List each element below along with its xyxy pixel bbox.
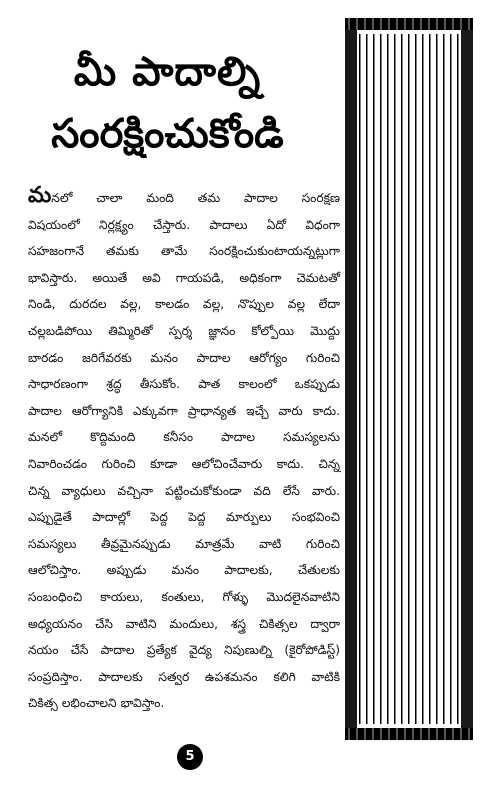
dropcap: మ xyxy=(28,183,52,208)
article-line: చల్లబడిపోయి తిమ్మిరితో స్పర్శ జ్ఞానం కోల్పోయి మొద్దు xyxy=(28,323,340,338)
article-line: భావిస్తారు. అయితే అవి గాయపడి, అధికంగా చెమటతో xyxy=(28,270,340,285)
vertical-stripes xyxy=(359,34,459,724)
title-line-2: సంరక్షించుకోండి xyxy=(51,111,284,157)
article-line: సాధారణంగా శ్రద్ధ తీసుకోం. పాత కాలంలో ఒకప్పుడు xyxy=(28,377,340,392)
striped-border-panel xyxy=(345,18,473,740)
article-line: మనలో కొద్దిమంది కనీసం పాదాల సమస్యలను xyxy=(28,430,340,445)
article-line: అధ్యయనం చేసి వాటిని మందులు, శస్త్ర చికిత్సల ద్వారా xyxy=(28,616,340,631)
article-line: మనలో చాలా మంది తమ పాదాల సంరక్షణ xyxy=(28,183,340,208)
article-line: నివారించడం గురించి కూడా ఆలోచించేవారు కాదు. చిన్న xyxy=(28,456,340,471)
panel-top-edge xyxy=(345,18,473,30)
article-line: సహజంగానే తమకు తామే సంరక్షించుకుంటాయన్నట్లుగా xyxy=(28,244,340,259)
article-line: నిండి, దురదల వల్ల, కాలడం వల్ల, నొప్పుల వల్ల లేదా xyxy=(28,297,340,312)
article-line: సమస్యలు తీవ్రమైనప్పుడు మాత్రమే వాటి గురించి xyxy=(28,536,340,551)
article-line: చికిత్స లభించాలని భావిస్తాం. xyxy=(28,696,165,711)
article-line: సంప్రదిస్తాం. పాదాలకు సత్వర ఉపశమనం కలిగి వాటికి xyxy=(28,669,340,684)
striped-panel-inner xyxy=(357,30,461,728)
article-line: సంబంధించి కాయలు, కంతులు, గోళ్ళు మొదలైనవాటిని xyxy=(28,589,340,604)
title-line-1: మీ పాదాల్ని xyxy=(73,49,262,95)
article-line: నయం చేసే పాదాల ప్రత్యేక వైద్య నిపుణుల్ని (కైరోపోడిస్ట్) xyxy=(28,643,340,658)
article-line: పాదాల ఆరోగ్యానికి ఎక్కువగా ప్రాధాన్యత ఇచ్చే వారు కాదు. xyxy=(28,403,340,418)
page-number-badge: 5 xyxy=(177,744,203,770)
article-line: ఆలోచిస్తాం. అప్పుడు మనం పాదాలకు, చేతులకు xyxy=(28,563,340,578)
article-line: చిన్న వ్యాధులు వచ్చినా పట్టించుకోకుండా వది లేసే వారు. xyxy=(28,483,340,498)
article-line: బారడం జరిగేవరకు మనం పాదాల ఆరోగ్యం గురించి xyxy=(28,350,340,365)
panel-bottom-edge xyxy=(345,728,473,740)
article-body xyxy=(28,185,340,717)
article-line: ఎప్పుడైతే పాదాల్లో పెద్ద పెద్ద మార్పులు సంభవించి xyxy=(28,510,340,525)
article-line: విషయంలో నిర్లక్ష్యం చేస్తారు. పాదాలు ఏదో విధంగా xyxy=(28,217,340,232)
